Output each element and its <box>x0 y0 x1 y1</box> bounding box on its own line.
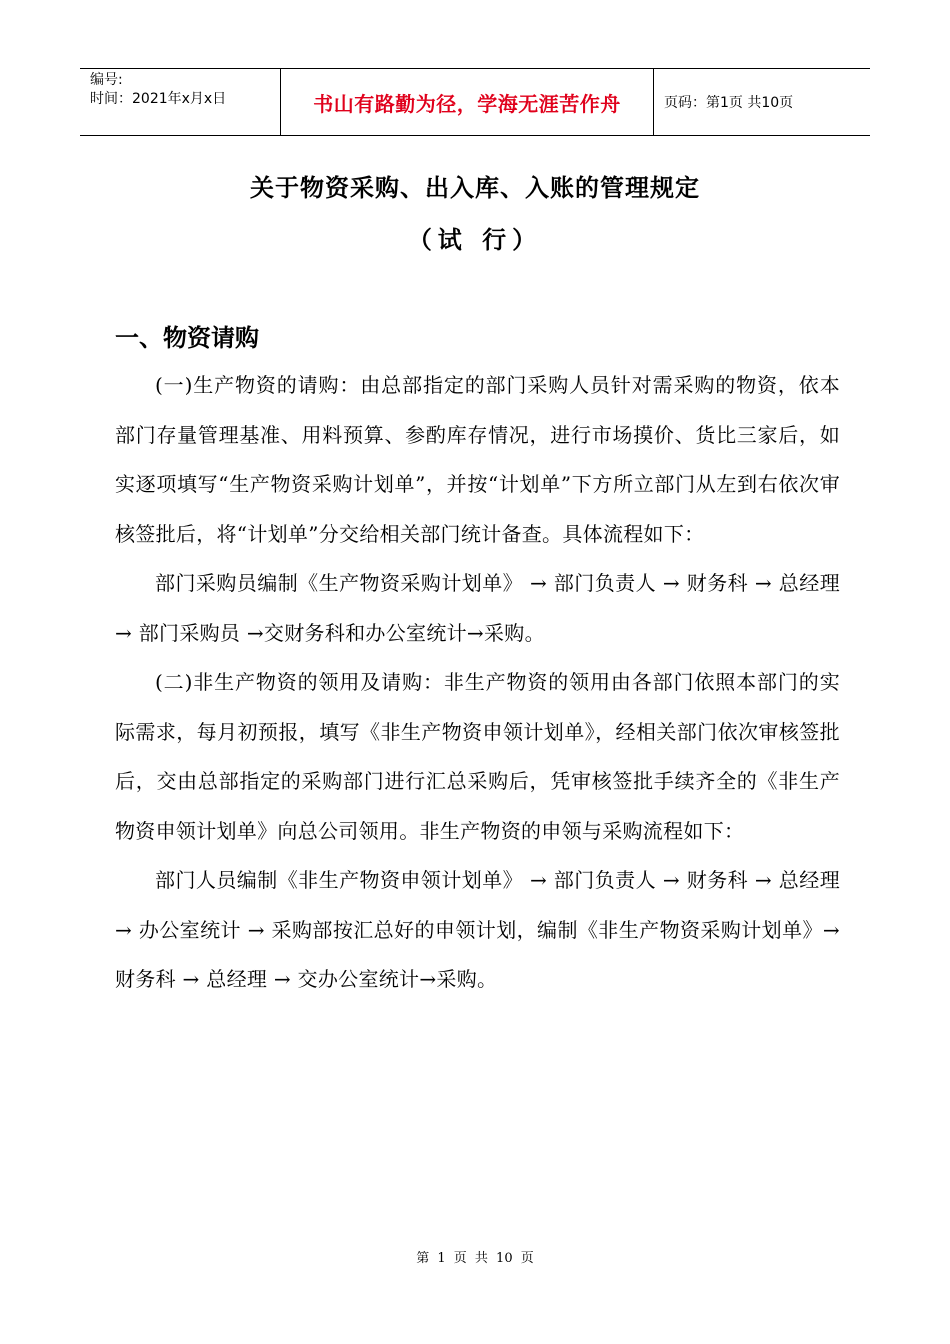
document-title: 关于物资采购、出入库、入账的管理规定 <box>250 174 700 202</box>
header-table <box>80 68 870 136</box>
body-text <box>115 361 840 1005</box>
paragraph-production-requisition: (一)生产物资的请购：由总部指定的部门采购人员针对需采购的物资，依本部门存量管理基准、用料预算、参酌库存情况，进行市场摸价、货比三家后，如实逐项填写“生产物资采购计划单”，并按“计划单”下方所立部门从左到右依次审核签批后，将“计划单”分交给相关部门统计备查。具体流程如下： <box>115 373 840 546</box>
serial-number-label: 编号: <box>90 72 123 88</box>
date-line: 时间：2021年x月x日 <box>90 91 227 107</box>
document-subtitle: （试 行） <box>407 226 543 254</box>
paragraph-nonproduction-flow: 部门人员编制《非生产物资申领计划单》 → 部门负责人 → 财务科 → 总经理 → 办公室统计 → 采购部按汇总好的申领计划，编制《非生产物资采购计划单》→ 财务科 → 总经理 → 交办公室统计→采购。 <box>115 868 840 991</box>
page-footer: 第 1 页 共 10 页 <box>416 1251 534 1266</box>
header-page-info: 页码：第1页 共10页 <box>664 95 794 111</box>
header-meta-cell <box>80 69 281 135</box>
paragraph-production-flow: 部门采购员编制《生产物资采购计划单》 → 部门负责人 → 财务科 → 总经理 → 部门采购员 →交财务科和办公室统计→采购。 <box>115 571 840 645</box>
paragraph-nonproduction-requisition: (二)非生产物资的领用及请购：非生产物资的领用由各部门依照本部门的实际需求，每月初预报，填写《非生产物资申领计划单》，经相关部门依次审核签批后，交由总部指定的采购部门进行汇总采购后，凭审核签批手续齐全的《非生产物资申领计划单》向总公司领用。非生产物资的申领与采购流程如下： <box>115 670 840 843</box>
section-heading-1: 一、物资请购 <box>115 324 259 352</box>
header-motto: 书山有路勤为径，学海无涯苦作舟 <box>281 69 654 135</box>
